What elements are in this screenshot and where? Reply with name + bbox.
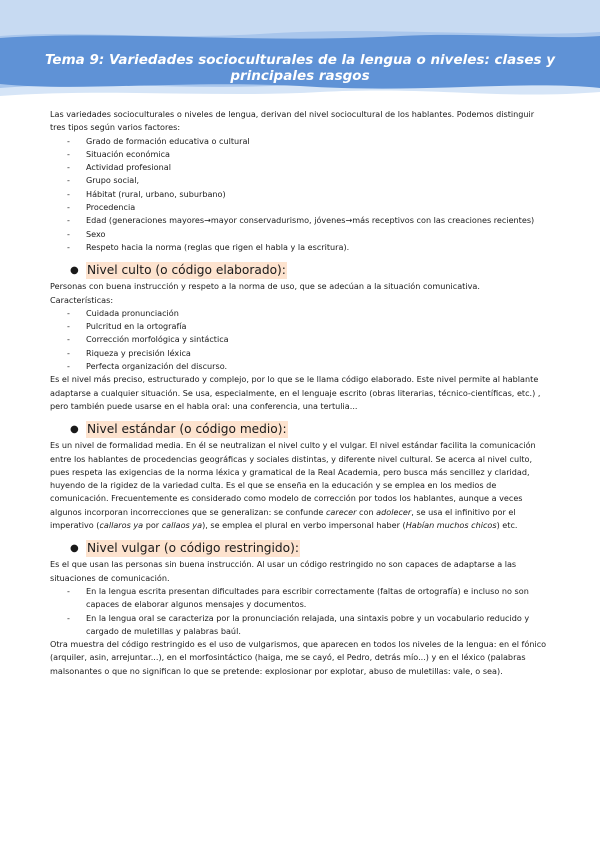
section-heading-text: Nivel estándar (o código medio):	[87, 422, 287, 437]
section-heading-culto	[50, 262, 550, 279]
list-item: - Pulcritud en la ortografía	[50, 320, 550, 333]
section-heading-text: Nivel vulgar (o código restringido):	[87, 541, 299, 556]
bullet-icon: ●	[70, 543, 79, 555]
list-item: - Hábitat (rural, urbano, suburbano)	[50, 188, 550, 201]
estandar-paragraph: Es un nivel de formalidad media. En él se neutralizan el nivel culto y el vulgar. El nivel estándar facilita la comunicación entre los hablantes de procedencias geográficas y sociales distintas, y diferente nivel cultural. Se acerca al nivel culto, pues respeta las exigencias de la norma léxica y gramatical de la Real Academia, pero busca más sencillez y claridad, huyendo de la rigidez de la variedad culta. Es el que se enseña en la educación y se emplea en los medios de comunicación. Frecuentemente es considerado como modelo de corrección por todos los hablantes, aunque a veces algunos incorporan incorrecciones que se generalizan: se confunde carecer con adolecer, se usa el infinitivo por el imperativo (callaros ya por callaos ya), se emplea el plural en verbo impersonal haber (Habían muchos chicos) etc.	[50, 440, 536, 531]
factors-list	[50, 135, 550, 255]
intro-paragraph: Las variedades socioculturales o niveles de lengua, derivan del nivel sociocultural de los hablantes. Podemos distinguir tres tipos según varios factores:	[50, 109, 535, 133]
list-item: - En la lengua oral se caracteriza por la pronunciación relajada, una sintaxis pobre y un vocabulario reducido y cargado de muletillas y palabras baúl.	[50, 612, 550, 639]
bullet-icon: ●	[70, 265, 79, 277]
list-item: - Perfecta organización del discurso.	[50, 360, 550, 373]
section-heading-text: Nivel culto (o código elaborado):	[87, 263, 286, 278]
list-item: - Sexo	[50, 228, 550, 241]
culto-intro: Personas con buena instrucción y respeto a la norma de uso, que se adecúan a la situación comunicativa.	[50, 281, 480, 292]
vulgar-closing: Otra muestra del código restringido es el uso de vulgarismos, que aparecen en todos los niveles de la lengua: en el fónico (arquiler, asin, arrejuntar...), en el morfosintáctico (haiga, me se cayó, el Pedro, detrás mío...) y en el léxico (palabras malsonantes o que no significan lo que se pretende: explosionar por explotar, abuso de muletillas: vale, o sea).	[50, 639, 547, 676]
wave-decoration	[0, 0, 600, 100]
list-item: - Cuidada pronunciación	[50, 307, 550, 320]
header-banner	[0, 0, 600, 100]
vulgar-points-list	[50, 585, 550, 638]
vulgar-intro: Es el que usan las personas sin buena instrucción. Al usar un código restringido no son capaces de adaptarse a las situaciones de comunicación.	[50, 559, 517, 583]
list-item: - Edad (generaciones mayores→mayor conservadurismo, jóvenes→más receptivos con las creaciones recientes)	[50, 214, 550, 227]
document-body	[50, 108, 550, 678]
page-title: Tema 9: Variedades socioculturales de la lengua o niveles: clases y principales rasgos	[44, 52, 556, 84]
section-heading-estandar	[50, 421, 550, 438]
list-item: - Riqueza y precisión léxica	[50, 347, 550, 360]
section-heading-vulgar	[50, 540, 550, 557]
culto-features-label: Características:	[50, 294, 114, 305]
list-item: - Procedencia	[50, 201, 550, 214]
culto-closing: Es el nivel más preciso, estructurado y complejo, por lo que se le llama código elaborado. Este nivel permite al hablante adaptarse a cualquier situación. Se usa, especialmente, en el lenguaje escrito (obras literarias, técnico-científicas, etc.) , pero también puede usarse en el habla oral: una conferencia, una tertulia...	[50, 374, 541, 411]
list-item: - Actividad profesional	[50, 161, 550, 174]
bullet-icon: ●	[70, 424, 79, 436]
list-item: - Respeto hacia la norma (reglas que rigen el habla y la escritura).	[50, 241, 550, 254]
list-item: - Situación económica	[50, 148, 550, 161]
list-item: - En la lengua escrita presentan dificultades para escribir correctamente (faltas de ortografía) e incluso no son capaces de elaborar algunos mensajes y documentos.	[50, 585, 550, 612]
list-item: - Grado de formación educativa o cultural	[50, 135, 550, 148]
list-item: - Corrección morfológica y sintáctica	[50, 333, 550, 346]
list-item: - Grupo social,	[50, 174, 550, 187]
culto-features-list	[50, 307, 550, 373]
